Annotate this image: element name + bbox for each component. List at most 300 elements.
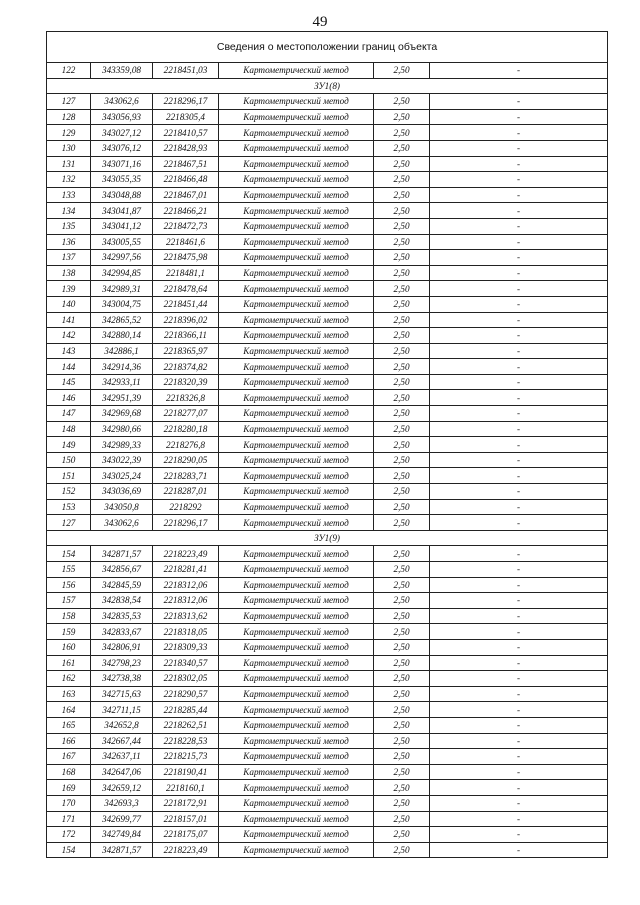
method-cell: Картометрический метод — [219, 593, 374, 609]
table-row — [47, 499, 608, 515]
point-number-cell: 138 — [47, 265, 91, 281]
precision-cell: 2,50 — [374, 312, 430, 328]
precision-cell: 2,50 — [374, 343, 430, 359]
point-number-cell: 151 — [47, 468, 91, 484]
point-number-cell: 164 — [47, 702, 91, 718]
point-number-cell: 162 — [47, 671, 91, 687]
x-coordinate-cell: 342711,15 — [91, 702, 153, 718]
table-title: Сведения о местоположении границ объекта — [47, 32, 608, 63]
description-cell: - — [430, 172, 608, 188]
point-number-cell: 137 — [47, 250, 91, 266]
description-cell: - — [430, 312, 608, 328]
y-coordinate-cell: 2218475,98 — [153, 250, 219, 266]
description-cell: - — [430, 749, 608, 765]
table-row — [47, 515, 608, 531]
y-coordinate-cell: 2218461,6 — [153, 234, 219, 250]
point-number-cell: 163 — [47, 686, 91, 702]
point-number-cell: 140 — [47, 296, 91, 312]
precision-cell: 2,50 — [374, 437, 430, 453]
method-cell: Картометрический метод — [219, 686, 374, 702]
x-coordinate-cell: 343359,08 — [91, 63, 153, 79]
precision-cell: 2,50 — [374, 593, 430, 609]
precision-cell: 2,50 — [374, 374, 430, 390]
y-coordinate-cell: 2218305,4 — [153, 109, 219, 125]
table-row — [47, 546, 608, 562]
point-number-cell: 166 — [47, 733, 91, 749]
x-coordinate-cell: 342994,85 — [91, 265, 153, 281]
table-row — [47, 437, 608, 453]
y-coordinate-cell: 2218366,11 — [153, 328, 219, 344]
y-coordinate-cell: 2218309,33 — [153, 639, 219, 655]
table-row — [47, 218, 608, 234]
point-number-cell: 153 — [47, 499, 91, 515]
method-cell: Картометрический метод — [219, 671, 374, 687]
y-coordinate-cell: 2218277,07 — [153, 406, 219, 422]
x-coordinate-cell: 343055,35 — [91, 172, 153, 188]
y-coordinate-cell: 2218481,1 — [153, 265, 219, 281]
section-row — [47, 78, 608, 94]
table-row — [47, 328, 608, 344]
x-coordinate-cell: 342871,57 — [91, 842, 153, 858]
x-coordinate-cell: 342835,53 — [91, 608, 153, 624]
point-number-cell: 131 — [47, 156, 91, 172]
y-coordinate-cell: 2218215,73 — [153, 749, 219, 765]
description-cell: - — [430, 187, 608, 203]
method-cell: Картометрический метод — [219, 842, 374, 858]
description-cell: - — [430, 359, 608, 375]
precision-cell: 2,50 — [374, 250, 430, 266]
description-cell: - — [430, 203, 608, 219]
precision-cell: 2,50 — [374, 187, 430, 203]
x-coordinate-cell: 342699,77 — [91, 811, 153, 827]
precision-cell: 2,50 — [374, 499, 430, 515]
precision-cell: 2,50 — [374, 795, 430, 811]
method-cell: Картометрический метод — [219, 218, 374, 234]
precision-cell: 2,50 — [374, 639, 430, 655]
precision-cell: 2,50 — [374, 63, 430, 79]
precision-cell: 2,50 — [374, 359, 430, 375]
table-row — [47, 608, 608, 624]
precision-cell: 2,50 — [374, 94, 430, 110]
precision-cell: 2,50 — [374, 764, 430, 780]
method-cell: Картометрический метод — [219, 156, 374, 172]
point-number-cell: 155 — [47, 562, 91, 578]
precision-cell: 2,50 — [374, 390, 430, 406]
precision-cell: 2,50 — [374, 811, 430, 827]
y-coordinate-cell: 2218285,44 — [153, 702, 219, 718]
description-cell: - — [430, 328, 608, 344]
description-cell: - — [430, 639, 608, 655]
point-number-cell: 132 — [47, 172, 91, 188]
description-cell: - — [430, 125, 608, 141]
description-cell: - — [430, 593, 608, 609]
point-number-cell: 136 — [47, 234, 91, 250]
x-coordinate-cell: 342997,56 — [91, 250, 153, 266]
point-number-cell: 129 — [47, 125, 91, 141]
point-number-cell: 169 — [47, 780, 91, 796]
method-cell: Картометрический метод — [219, 546, 374, 562]
x-coordinate-cell: 343056,93 — [91, 109, 153, 125]
x-coordinate-cell: 342715,63 — [91, 686, 153, 702]
method-cell: Картометрический метод — [219, 764, 374, 780]
x-coordinate-cell: 343076,12 — [91, 140, 153, 156]
precision-cell: 2,50 — [374, 655, 430, 671]
description-cell: - — [430, 250, 608, 266]
y-coordinate-cell: 2218451,03 — [153, 63, 219, 79]
table-row — [47, 702, 608, 718]
point-number-cell: 127 — [47, 515, 91, 531]
point-number-cell: 144 — [47, 359, 91, 375]
x-coordinate-cell: 343022,39 — [91, 452, 153, 468]
x-coordinate-cell: 343025,24 — [91, 468, 153, 484]
table-row — [47, 749, 608, 765]
table-row — [47, 686, 608, 702]
y-coordinate-cell: 2218290,57 — [153, 686, 219, 702]
table-row — [47, 374, 608, 390]
description-cell: - — [430, 795, 608, 811]
precision-cell: 2,50 — [374, 156, 430, 172]
precision-cell: 2,50 — [374, 484, 430, 500]
method-cell: Картометрический метод — [219, 655, 374, 671]
y-coordinate-cell: 2218292 — [153, 499, 219, 515]
table-row — [47, 421, 608, 437]
method-cell: Картометрический метод — [219, 499, 374, 515]
description-cell: - — [430, 234, 608, 250]
method-cell: Картометрический метод — [219, 343, 374, 359]
method-cell: Картометрический метод — [219, 639, 374, 655]
precision-cell: 2,50 — [374, 296, 430, 312]
method-cell: Картометрический метод — [219, 624, 374, 640]
x-coordinate-cell: 342659,12 — [91, 780, 153, 796]
table-row — [47, 484, 608, 500]
precision-cell: 2,50 — [374, 562, 430, 578]
precision-cell: 2,50 — [374, 234, 430, 250]
y-coordinate-cell: 2218466,21 — [153, 203, 219, 219]
method-cell: Картометрический метод — [219, 187, 374, 203]
y-coordinate-cell: 2218281,41 — [153, 562, 219, 578]
y-coordinate-cell: 2218365,97 — [153, 343, 219, 359]
point-number-cell: 157 — [47, 593, 91, 609]
table-row — [47, 593, 608, 609]
description-cell: - — [430, 608, 608, 624]
x-coordinate-cell: 343048,88 — [91, 187, 153, 203]
table-row — [47, 468, 608, 484]
point-number-cell: 130 — [47, 140, 91, 156]
description-cell: - — [430, 406, 608, 422]
method-cell: Картометрический метод — [219, 281, 374, 297]
description-cell: - — [430, 390, 608, 406]
y-coordinate-cell: 2218410,57 — [153, 125, 219, 141]
x-coordinate-cell: 342749,84 — [91, 827, 153, 843]
point-number-cell: 172 — [47, 827, 91, 843]
method-cell: Картометрический метод — [219, 608, 374, 624]
table-row — [47, 172, 608, 188]
x-coordinate-cell: 343071,16 — [91, 156, 153, 172]
point-number-cell: 122 — [47, 63, 91, 79]
point-number-cell: 150 — [47, 452, 91, 468]
description-cell: - — [430, 515, 608, 531]
y-coordinate-cell: 2218478,64 — [153, 281, 219, 297]
description-cell: - — [430, 562, 608, 578]
x-coordinate-cell: 342806,91 — [91, 639, 153, 655]
precision-cell: 2,50 — [374, 686, 430, 702]
precision-cell: 2,50 — [374, 328, 430, 344]
method-cell: Картометрический метод — [219, 717, 374, 733]
description-cell: - — [430, 218, 608, 234]
method-cell: Картометрический метод — [219, 780, 374, 796]
point-number-cell: 167 — [47, 749, 91, 765]
point-number-cell: 127 — [47, 94, 91, 110]
x-coordinate-cell: 342833,67 — [91, 624, 153, 640]
table-row — [47, 452, 608, 468]
x-coordinate-cell: 343027,12 — [91, 125, 153, 141]
table-row — [47, 156, 608, 172]
precision-cell: 2,50 — [374, 546, 430, 562]
method-cell: Картометрический метод — [219, 515, 374, 531]
method-cell: Картометрический метод — [219, 312, 374, 328]
method-cell: Картометрический метод — [219, 296, 374, 312]
method-cell: Картометрический метод — [219, 203, 374, 219]
description-cell: - — [430, 702, 608, 718]
description-cell: - — [430, 811, 608, 827]
method-cell: Картометрический метод — [219, 811, 374, 827]
description-cell: - — [430, 63, 608, 79]
page-number: 49 — [312, 14, 328, 30]
description-cell: - — [430, 655, 608, 671]
x-coordinate-cell: 342652,8 — [91, 717, 153, 733]
table-row — [47, 125, 608, 141]
precision-cell: 2,50 — [374, 780, 430, 796]
point-number-cell: 156 — [47, 577, 91, 593]
description-cell: - — [430, 156, 608, 172]
description-cell: - — [430, 717, 608, 733]
method-cell: Картометрический метод — [219, 172, 374, 188]
table-row — [47, 811, 608, 827]
y-coordinate-cell: 2218451,44 — [153, 296, 219, 312]
precision-cell: 2,50 — [374, 671, 430, 687]
description-cell: - — [430, 281, 608, 297]
x-coordinate-cell: 342865,52 — [91, 312, 153, 328]
point-number-cell: 154 — [47, 842, 91, 858]
point-number-cell: 135 — [47, 218, 91, 234]
description-cell: - — [430, 686, 608, 702]
method-cell: Картометрический метод — [219, 406, 374, 422]
precision-cell: 2,50 — [374, 452, 430, 468]
y-coordinate-cell: 2218228,53 — [153, 733, 219, 749]
y-coordinate-cell: 2218467,01 — [153, 187, 219, 203]
y-coordinate-cell: 2218374,82 — [153, 359, 219, 375]
description-cell: - — [430, 780, 608, 796]
y-coordinate-cell: 2218160,1 — [153, 780, 219, 796]
table-row — [47, 780, 608, 796]
method-cell: Картометрический метод — [219, 94, 374, 110]
point-number-cell: 170 — [47, 795, 91, 811]
point-number-cell: 146 — [47, 390, 91, 406]
x-coordinate-cell: 342667,44 — [91, 733, 153, 749]
method-cell: Картометрический метод — [219, 562, 374, 578]
precision-cell: 2,50 — [374, 624, 430, 640]
table-row — [47, 795, 608, 811]
method-cell: Картометрический метод — [219, 437, 374, 453]
precision-cell: 2,50 — [374, 717, 430, 733]
y-coordinate-cell: 2218287,01 — [153, 484, 219, 500]
description-cell: - — [430, 265, 608, 281]
method-cell: Картометрический метод — [219, 234, 374, 250]
method-cell: Картометрический метод — [219, 265, 374, 281]
point-number-cell: 160 — [47, 639, 91, 655]
point-number-cell: 158 — [47, 608, 91, 624]
method-cell: Картометрический метод — [219, 749, 374, 765]
section-label: ЗУ1(9) — [47, 530, 608, 546]
point-number-cell: 161 — [47, 655, 91, 671]
precision-cell: 2,50 — [374, 109, 430, 125]
x-coordinate-cell: 342969,68 — [91, 406, 153, 422]
x-coordinate-cell: 342989,31 — [91, 281, 153, 297]
method-cell: Картометрический метод — [219, 702, 374, 718]
y-coordinate-cell: 2218467,51 — [153, 156, 219, 172]
method-cell: Картометрический метод — [219, 359, 374, 375]
description-cell: - — [430, 764, 608, 780]
precision-cell: 2,50 — [374, 827, 430, 843]
y-coordinate-cell: 2218340,57 — [153, 655, 219, 671]
boundary-coordinates-table-wrapper — [46, 31, 607, 858]
method-cell: Картометрический метод — [219, 374, 374, 390]
x-coordinate-cell: 343062,6 — [91, 515, 153, 531]
x-coordinate-cell: 342637,11 — [91, 749, 153, 765]
table-row — [47, 140, 608, 156]
x-coordinate-cell: 343004,75 — [91, 296, 153, 312]
method-cell: Картометрический метод — [219, 109, 374, 125]
x-coordinate-cell: 342856,67 — [91, 562, 153, 578]
point-number-cell: 133 — [47, 187, 91, 203]
point-number-cell: 141 — [47, 312, 91, 328]
point-number-cell: 145 — [47, 374, 91, 390]
x-coordinate-cell: 343005,55 — [91, 234, 153, 250]
point-number-cell: 165 — [47, 717, 91, 733]
x-coordinate-cell: 342871,57 — [91, 546, 153, 562]
description-cell: - — [430, 842, 608, 858]
description-cell: - — [430, 421, 608, 437]
y-coordinate-cell: 2218262,51 — [153, 717, 219, 733]
description-cell: - — [430, 140, 608, 156]
table-row — [47, 562, 608, 578]
y-coordinate-cell: 2218326,8 — [153, 390, 219, 406]
table-row — [47, 312, 608, 328]
y-coordinate-cell: 2218302,05 — [153, 671, 219, 687]
x-coordinate-cell: 342989,33 — [91, 437, 153, 453]
table-row — [47, 265, 608, 281]
table-row — [47, 359, 608, 375]
method-cell: Картометрический метод — [219, 125, 374, 141]
precision-cell: 2,50 — [374, 421, 430, 437]
point-number-cell: 147 — [47, 406, 91, 422]
precision-cell: 2,50 — [374, 608, 430, 624]
table-row — [47, 343, 608, 359]
x-coordinate-cell: 343062,6 — [91, 94, 153, 110]
point-number-cell: 149 — [47, 437, 91, 453]
y-coordinate-cell: 2218466,48 — [153, 172, 219, 188]
y-coordinate-cell: 2218472,73 — [153, 218, 219, 234]
x-coordinate-cell: 342738,38 — [91, 671, 153, 687]
y-coordinate-cell: 2218283,71 — [153, 468, 219, 484]
y-coordinate-cell: 2218296,17 — [153, 515, 219, 531]
table-row — [47, 406, 608, 422]
point-number-cell: 159 — [47, 624, 91, 640]
x-coordinate-cell: 343050,8 — [91, 499, 153, 515]
y-coordinate-cell: 2218312,06 — [153, 577, 219, 593]
section-row — [47, 530, 608, 546]
x-coordinate-cell: 342933,11 — [91, 374, 153, 390]
y-coordinate-cell: 2218320,39 — [153, 374, 219, 390]
description-cell: - — [430, 374, 608, 390]
x-coordinate-cell: 343041,12 — [91, 218, 153, 234]
method-cell: Картометрический метод — [219, 390, 374, 406]
precision-cell: 2,50 — [374, 203, 430, 219]
y-coordinate-cell: 2218175,07 — [153, 827, 219, 843]
x-coordinate-cell: 342951,39 — [91, 390, 153, 406]
table-row — [47, 671, 608, 687]
description-cell: - — [430, 624, 608, 640]
y-coordinate-cell: 2218157,01 — [153, 811, 219, 827]
table-row — [47, 717, 608, 733]
table-row — [47, 733, 608, 749]
precision-cell: 2,50 — [374, 281, 430, 297]
description-cell: - — [430, 437, 608, 453]
precision-cell: 2,50 — [374, 172, 430, 188]
x-coordinate-cell: 342980,66 — [91, 421, 153, 437]
point-number-cell: 171 — [47, 811, 91, 827]
method-cell: Картометрический метод — [219, 484, 374, 500]
x-coordinate-cell: 342845,59 — [91, 577, 153, 593]
description-cell: - — [430, 577, 608, 593]
y-coordinate-cell: 2218276,8 — [153, 437, 219, 453]
precision-cell: 2,50 — [374, 577, 430, 593]
method-cell: Картометрический метод — [219, 733, 374, 749]
x-coordinate-cell: 342886,1 — [91, 343, 153, 359]
x-coordinate-cell: 343041,87 — [91, 203, 153, 219]
precision-cell: 2,50 — [374, 749, 430, 765]
table-header-row — [47, 32, 608, 63]
section-label: ЗУ1(8) — [47, 78, 608, 94]
x-coordinate-cell: 342798,23 — [91, 655, 153, 671]
y-coordinate-cell: 2218313,62 — [153, 608, 219, 624]
y-coordinate-cell: 2218223,49 — [153, 842, 219, 858]
x-coordinate-cell: 342880,14 — [91, 328, 153, 344]
description-cell: - — [430, 733, 608, 749]
point-number-cell: 134 — [47, 203, 91, 219]
y-coordinate-cell: 2218290,05 — [153, 452, 219, 468]
boundary-coordinates-table — [46, 31, 608, 858]
point-number-cell: 152 — [47, 484, 91, 500]
method-cell: Картометрический метод — [219, 827, 374, 843]
x-coordinate-cell: 342838,54 — [91, 593, 153, 609]
precision-cell: 2,50 — [374, 515, 430, 531]
point-number-cell: 139 — [47, 281, 91, 297]
method-cell: Картометрический метод — [219, 63, 374, 79]
description-cell: - — [430, 343, 608, 359]
table-body — [47, 32, 608, 858]
precision-cell: 2,50 — [374, 140, 430, 156]
precision-cell: 2,50 — [374, 265, 430, 281]
table-row — [47, 187, 608, 203]
y-coordinate-cell: 2218312,06 — [153, 593, 219, 609]
y-coordinate-cell: 2218223,49 — [153, 546, 219, 562]
table-row — [47, 203, 608, 219]
description-cell: - — [430, 546, 608, 562]
table-row — [47, 94, 608, 110]
description-cell: - — [430, 671, 608, 687]
description-cell: - — [430, 109, 608, 125]
